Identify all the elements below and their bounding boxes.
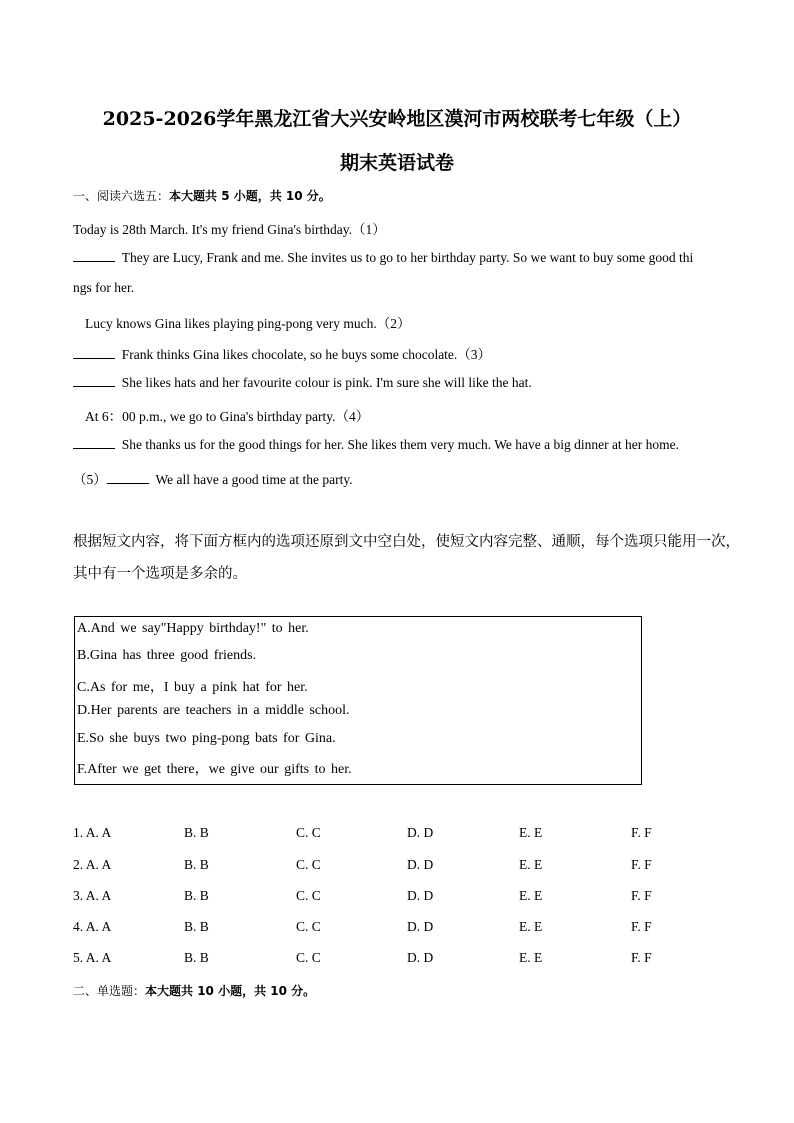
choice-1-d[interactable]: D. D [407,825,434,840]
option-d: D.Her parents are teachers in a middle school. [77,703,350,718]
answer-blank [107,471,149,484]
choice-4-e[interactable]: E. E [519,919,543,934]
choice-1-c[interactable]: C. C [296,825,321,840]
option-b: B.Gina has three good friends. [77,648,257,663]
choice-2-f[interactable]: F. F [631,857,652,872]
blank5-label: （5） [73,472,107,487]
choice-4-a[interactable]: 4. A. A [73,919,112,934]
page-title-line2: 期末英语试卷 [339,152,454,174]
choice-2-e[interactable]: E. E [519,857,543,872]
page-title-line1: 2025-2026学年黑龙江省大兴安岭地区漠河市两校联考七年级（上） [102,108,692,130]
passage-text: She likes hats and her favourite colour is pink. I'm sure she will like the hat. [121,375,532,390]
passage-line-4: Lucy knows Gina likes playing ping-pong very much.（2） [85,316,411,331]
choice-4-b[interactable]: B. B [184,919,209,934]
passage-line-1: Today is 28th March. It's my friend Gina's birthday.（1） [73,222,386,237]
section1-header-prefix: 一、阅读六选五： [73,189,170,203]
choice-3-c[interactable]: C. C [296,888,321,903]
answer-blank [73,374,115,387]
passage-line-5 [73,343,491,363]
choice-1-a[interactable]: 1. A. A [73,825,112,840]
passage-line-3: ngs for her. [73,280,135,295]
choice-5-c[interactable]: C. C [296,950,321,965]
choice-2-a[interactable]: 2. A. A [73,857,112,872]
choice-4-c[interactable]: C. C [296,919,321,934]
choice-3-b[interactable]: B. B [184,888,209,903]
passage-line-7: At 6：00 p.m., we go to Gina's birthday party.（4） [85,409,370,424]
answer-blank [73,436,115,449]
choice-5-f[interactable]: F. F [631,950,652,965]
section2-header [73,982,315,999]
choice-1-e[interactable]: E. E [519,825,543,840]
instruction-line-1: 根据短文内容，将下面方框内的选项还原到文中空白处，使短文内容完整、通顺，每个选项只能用一次， [73,534,740,550]
option-a: A.And we say"Happy birthday!" to her. [77,621,309,636]
passage-text: Frank thinks Gina likes chocolate, so he buys some chocolate.（3） [121,347,492,362]
passage-line-9 [73,468,353,488]
choice-2-c[interactable]: C. C [296,857,321,872]
section2-header-detail: 本大题共 10 小题，共 10 分。 [145,984,316,998]
choice-2-b[interactable]: B. B [184,857,209,872]
section1-header [73,187,331,204]
choice-3-e[interactable]: E. E [519,888,543,903]
passage-line-2 [73,249,693,266]
option-c: C.As for me，I buy a pink hat for her. [77,680,308,695]
choice-3-a[interactable]: 3. A. A [73,888,112,903]
choice-5-a[interactable]: 5. A. A [73,950,112,965]
section2-header-prefix: 二、单选题： [73,984,146,998]
options-box [74,616,642,785]
choice-2-d[interactable]: D. D [407,857,434,872]
passage-line-6 [73,374,532,391]
option-f: F.After we get there，we give our gifts to her. [77,762,352,777]
choice-5-e[interactable]: E. E [519,950,543,965]
passage-text: They are Lucy, Frank and me. She invites us to go to her birthday party. So we want to buy some good thi [121,250,694,265]
passage-line-8 [73,436,679,453]
choice-5-d[interactable]: D. D [407,950,434,965]
passage-text: We all have a good time at the party. [155,472,353,487]
answer-blank [73,346,115,359]
passage-text: She thanks us for the good things for her. She likes them very much. We have a big dinner at her home. [121,437,680,452]
choice-4-f[interactable]: F. F [631,919,652,934]
choice-1-b[interactable]: B. B [184,825,209,840]
choice-1-f[interactable]: F. F [631,825,652,840]
instruction-line-2: 其中有一个选项是多余的。 [73,566,247,582]
answer-blank [73,249,115,262]
choice-3-d[interactable]: D. D [407,888,434,903]
option-e: E.So she buys two ping-pong bats for Gina. [77,731,336,746]
section1-header-detail: 本大题共 5 小题，共 10 分。 [169,189,331,203]
choice-5-b[interactable]: B. B [184,950,209,965]
choice-3-f[interactable]: F. F [631,888,652,903]
choice-4-d[interactable]: D. D [407,919,434,934]
